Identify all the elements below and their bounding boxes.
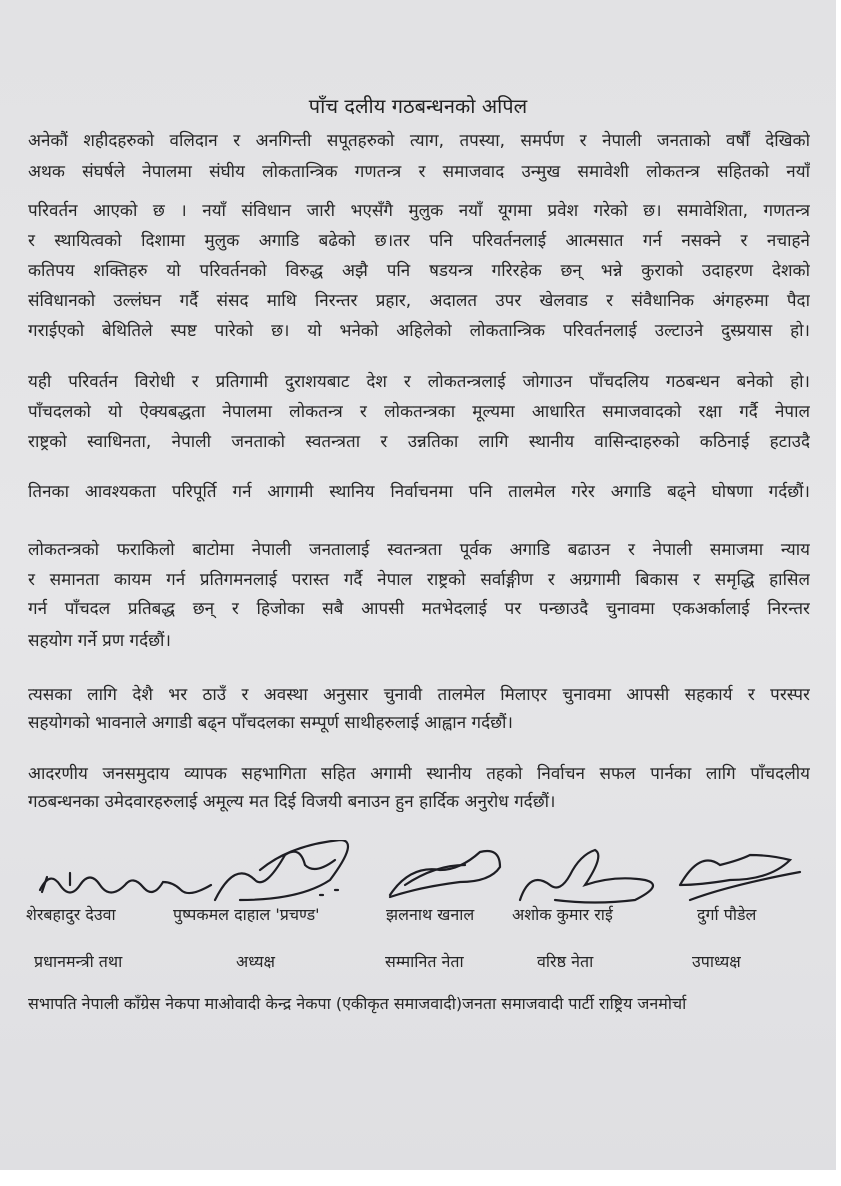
- text-line: आदरणीय जनसमुदाय व्यापक सहभागिता सहित अगामी स्थानीय तहको निर्वाचन सफल पार्नका लागि पाँचदलीय: [28, 764, 810, 784]
- signatory-name: शेरबहादुर देउवा: [26, 905, 116, 924]
- text-line: र स्थायित्वको दिशामा मुलुक अगाडि बढेको छ।तर पनि परिवर्तनलाई आत्मसात गर्न नसक्ने र नचाहने: [28, 231, 810, 251]
- text-line: पाँचदलको यो ऐक्यबद्धता नेपालमा लोकतन्त्र र लोकतन्त्रका मूल्यमा आधारित समाजवादको रक्षा गर्दै नेपाल: [28, 402, 810, 422]
- signatory-name: दुर्गा पौडेल: [697, 905, 757, 924]
- signatory-name: झलनाथ खनाल: [386, 905, 475, 924]
- signatory-name: पुष्पकमल दाहाल 'प्रचण्ड': [173, 905, 320, 924]
- text-line: कतिपय शक्तिहरु यो परिवर्तनको विरुद्ध अझै पनि षडयन्त्र गरिरहेक छन् भन्ने कुराको उदाहरण देशको: [28, 261, 810, 281]
- text-line: गराईएको बेथितिले स्पष्ट पारेको छ। यो भनेको अहिलेको लोकतान्त्रिक परिवर्तनलाई उल्टाउने दुस्प्रयास हो।: [28, 321, 810, 341]
- signatory-role: अध्यक्ष: [236, 952, 275, 971]
- text-line: त्यसका लागि देशै भर ठाउँ र अवस्था अनुसार चुनावी तालमेल मिलाएर चुनावमा आपसी सहकार्य र परस्पर: [28, 685, 810, 705]
- text-line: र समानता कायम गर्न प्रतिगमनलाई परास्त गर्दै नेपाल राष्ट्रको सर्वाङ्गीण र अग्रगामी बिकास र समृद्धि हासिल: [28, 570, 810, 590]
- signatory-role: प्रधानमन्त्री तथा: [34, 952, 123, 971]
- text-line: अथक संघर्षले नेपालमा संघीय लोकतान्त्रिक गणतन्त्र र समाजवाद उन्मुख समावेशी लोकतन्त्र सहितको नयाँ: [28, 162, 810, 182]
- text-line: तिनका आवश्यकता परिपूर्ति गर्न आगामी स्थानिय निर्वाचनमा पनि तालमेल गरेर अगाडि बढ्ने घोषणा गर्दछौं।: [28, 482, 810, 502]
- text-line: संविधानको उल्लंघन गर्दै संसद माथि निरन्तर प्रहार, अदालत उपर खेलवाड र संवैधानिक अंगहरुमा पैदा: [28, 291, 810, 311]
- text-line: सहयोग गर्ने प्रण गर्दछौं।: [28, 631, 171, 651]
- signatory-role: वरिष्ठ नेता: [537, 952, 594, 971]
- parties-line: सभापति नेपाली काँग्रेस नेकपा माओवादी केन्द्र नेकपा (एकीकृत समाजवादी)जनता समाजवादी पार्टी राष्ट्रिय जनमोर्चा: [28, 994, 687, 1013]
- document-title: पाँच दलीय गठबन्धनको अपिल: [308, 94, 528, 118]
- text-line: परिवर्तन आएको छ । नयाँ संविधान जारी भएसँगै मुलुक नयाँ यूगमा प्रवेश गरेको छ। समावेशिता, गणतन्त्र: [28, 201, 810, 221]
- text-line: लोकतन्त्रको फराकिलो बाटोमा नेपाली जनतालाई स्वतन्त्रता पूर्वक अगाडि बढाउन र नेपाली समाजमा न्याय: [28, 540, 810, 560]
- text-line: सहयोगको भावनाले अगाडी बढ्न पाँचदलका सम्पूर्ण साथीहरुलाई आह्वान गर्दछौं।: [28, 713, 513, 733]
- text-line: अनेकौं शहीदहरुको वलिदान र अनगिन्ती सपूतहरुको त्याग, तपस्या, समर्पण र नेपाली जनताको वर्षौं देखिको: [28, 131, 810, 151]
- signatory-role: उपाध्यक्ष: [692, 952, 741, 971]
- text-line: गर्न पाँचदल प्रतिबद्ध छन् र हिजोका सबै आपसी मतभेदलाई पर पन्छाउदै चुनावमा एकअर्कालाई निरन्तर: [28, 599, 810, 619]
- signatory-name: अशोक कुमार राई: [512, 905, 613, 924]
- signatory-role: सम्मानित नेता: [385, 952, 464, 971]
- text-line: राष्ट्रको स्वाधिनता, नेपाली जनताको स्वतन्त्रता र उन्नतिका लागि स्थानीय वासिन्दाहरुको कठिनाई हटाउदै: [28, 432, 810, 452]
- text-line: गठबन्धनका उमेदवारहरुलाई अमूल्य मत दिई विजयी बनाउन हुन हार्दिक अनुरोध गर्दछौं।: [28, 792, 556, 812]
- text-line: यही परिवर्तन विरोधी र प्रतिगामी दुराशयबाट देश र लोकतन्त्रलाई जोगाउन पाँचदलिय गठबन्धन बनेको हो।: [28, 372, 810, 392]
